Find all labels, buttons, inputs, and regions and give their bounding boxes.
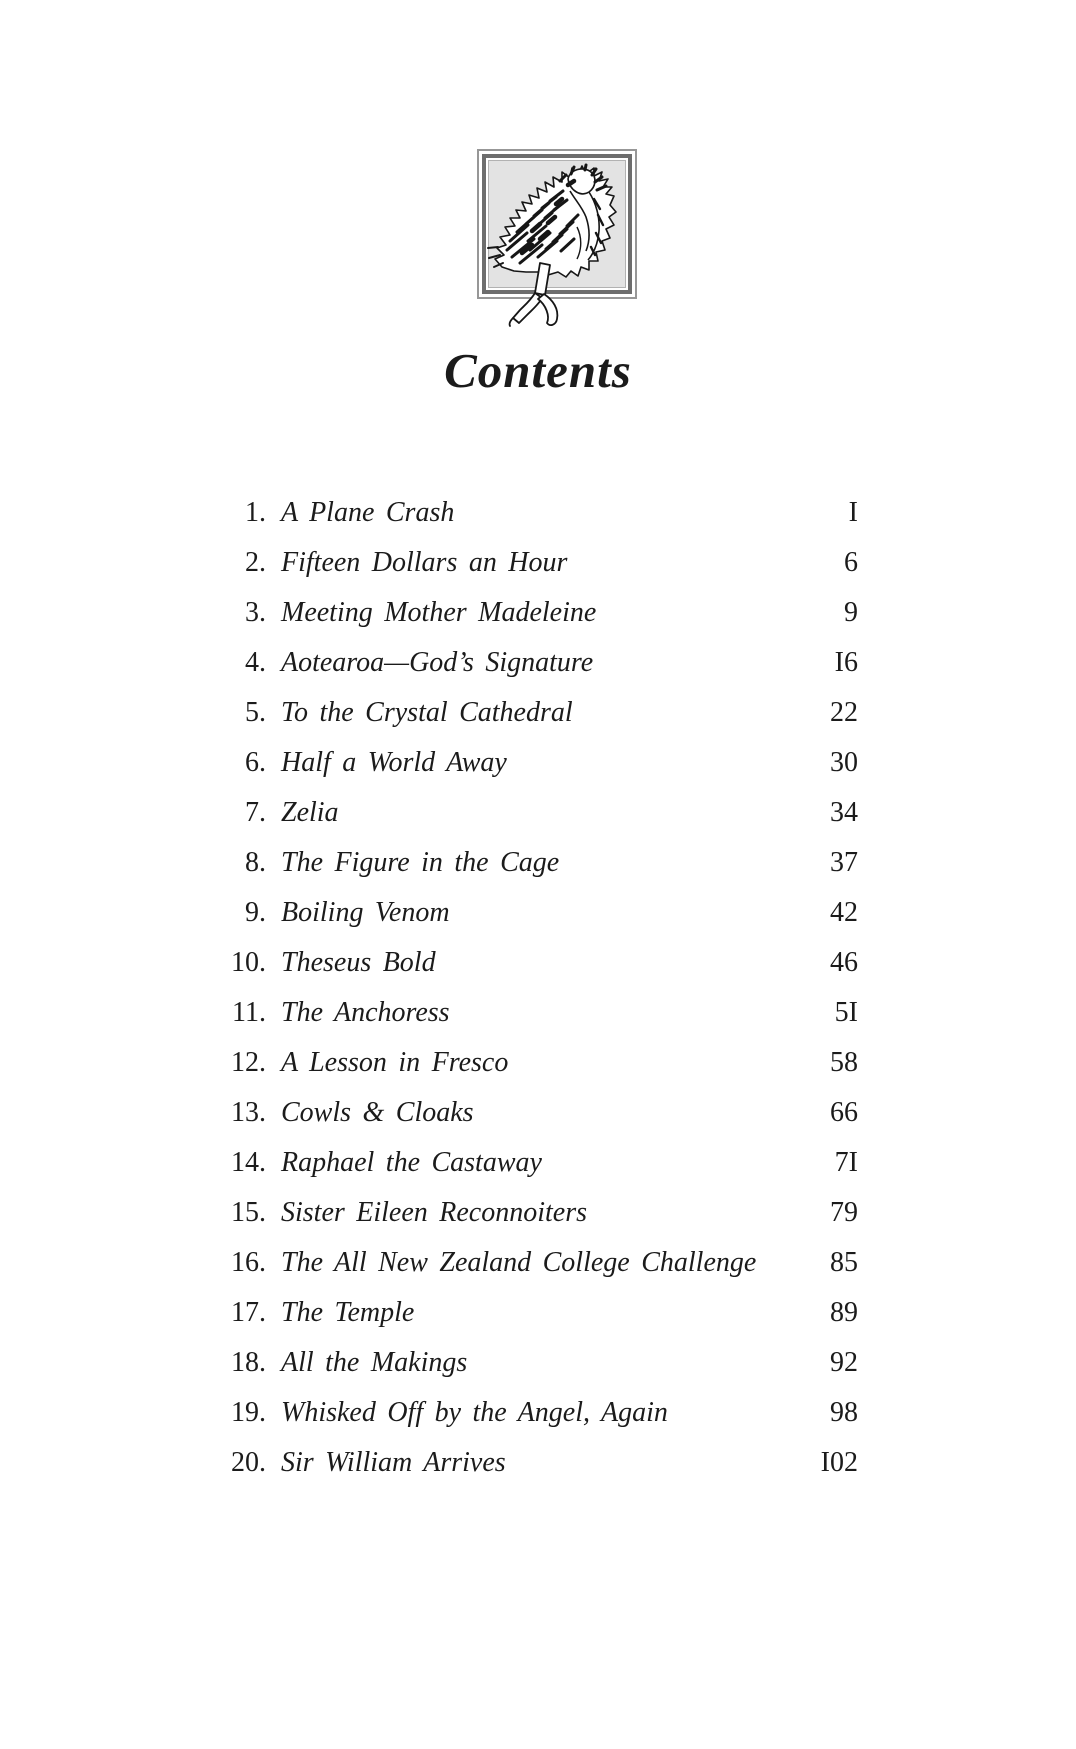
chapter-title: Zelia (281, 796, 339, 828)
chapter-page-number: 5I (834, 996, 858, 1028)
chapter-title: Theseus Bold (281, 946, 436, 978)
chapter-number: 5. (245, 696, 266, 728)
chapter-title: Sir William Arrives (281, 1446, 506, 1478)
chapter-page-number: 89 (830, 1296, 858, 1328)
chapter-number: 14. (231, 1146, 266, 1178)
chapter-number: 10. (231, 946, 266, 978)
chapter-title: A Lesson in Fresco (281, 1046, 509, 1078)
chapter-title: Half a World Away (281, 746, 507, 778)
chapter-title: Boiling Venom (281, 896, 450, 928)
toc-entry (218, 688, 858, 738)
chapter-page-number: 22 (830, 696, 858, 728)
chapter-page-number: 42 (830, 896, 858, 928)
chapter-page-number: 34 (830, 796, 858, 828)
chapter-number: 6. (245, 746, 266, 778)
toc-entry (218, 1338, 858, 1388)
bird-emblem (477, 149, 637, 299)
chapter-number: 9. (245, 896, 266, 928)
chapter-page-number: 37 (830, 846, 858, 878)
chapter-title: Whisked Off by the Angel, Again (281, 1396, 668, 1428)
toc-entry (218, 988, 858, 1038)
chapter-number: 8. (245, 846, 266, 878)
chapter-page-number: 98 (830, 1396, 858, 1428)
chapter-number: 15. (231, 1196, 266, 1228)
chapter-page-number: I (848, 496, 858, 528)
table-of-contents (218, 488, 858, 1488)
toc-entry (218, 1138, 858, 1188)
chapter-title: Raphael the Castaway (281, 1146, 542, 1178)
chapter-number: 19. (231, 1396, 266, 1428)
chapter-number: 16. (231, 1246, 266, 1278)
toc-entry (218, 1438, 858, 1488)
toc-entry (218, 1238, 858, 1288)
chapter-title: Aotearoa—God’s Signature (281, 646, 594, 678)
chapter-number: 1. (245, 496, 266, 528)
toc-entry (218, 1288, 858, 1338)
toc-entry (218, 638, 858, 688)
bird-icon (482, 155, 632, 335)
chapter-title: The All New Zealand College Challenge (281, 1246, 757, 1278)
chapter-title: The Anchoress (281, 996, 450, 1028)
chapter-page-number: I6 (834, 646, 858, 678)
chapter-page-number: 6 (844, 546, 858, 578)
chapter-title: Sister Eileen Reconnoiters (281, 1196, 587, 1228)
chapter-page-number: 92 (830, 1346, 858, 1378)
chapter-page-number: 66 (830, 1096, 858, 1128)
chapter-page-number: 7I (834, 1146, 858, 1178)
page-title: Contents (444, 343, 632, 398)
chapter-number: 12. (231, 1046, 266, 1078)
chapter-number: 17. (231, 1296, 266, 1328)
chapter-number: 20. (231, 1446, 266, 1478)
chapter-number: 2. (245, 546, 266, 578)
chapter-page-number: 46 (830, 946, 858, 978)
toc-entry (218, 1188, 858, 1238)
chapter-page-number: 9 (844, 596, 858, 628)
toc-entry (218, 838, 858, 888)
chapter-page-number: 58 (830, 1046, 858, 1078)
toc-entry (218, 1088, 858, 1138)
chapter-title: Fifteen Dollars an Hour (281, 546, 568, 578)
chapter-number: 13. (231, 1096, 266, 1128)
chapter-number: 3. (245, 596, 266, 628)
contents-page (0, 149, 1076, 1488)
chapter-page-number: 79 (830, 1196, 858, 1228)
toc-entry (218, 488, 858, 538)
chapter-page-number: I02 (820, 1446, 858, 1478)
toc-entry (218, 538, 858, 588)
chapter-title: All the Makings (281, 1346, 468, 1378)
toc-entry (218, 1388, 858, 1438)
chapter-title: Meeting Mother Madeleine (281, 596, 597, 628)
toc-entry (218, 788, 858, 838)
toc-entry (218, 588, 858, 638)
chapter-number: 18. (231, 1346, 266, 1378)
chapter-title: The Figure in the Cage (281, 846, 560, 878)
chapter-title: The Temple (281, 1296, 415, 1328)
chapter-page-number: 30 (830, 746, 858, 778)
chapter-title: To the Crystal Cathedral (281, 696, 573, 728)
chapter-number: 4. (245, 646, 266, 678)
toc-entry (218, 888, 858, 938)
chapter-page-number: 85 (830, 1246, 858, 1278)
toc-entry (218, 1038, 858, 1088)
chapter-number: 7. (245, 796, 266, 828)
toc-entry (218, 938, 858, 988)
chapter-title: Cowls & Cloaks (281, 1096, 474, 1128)
toc-entry (218, 738, 858, 788)
chapter-title: A Plane Crash (281, 496, 455, 528)
chapter-number: 11. (232, 996, 266, 1028)
